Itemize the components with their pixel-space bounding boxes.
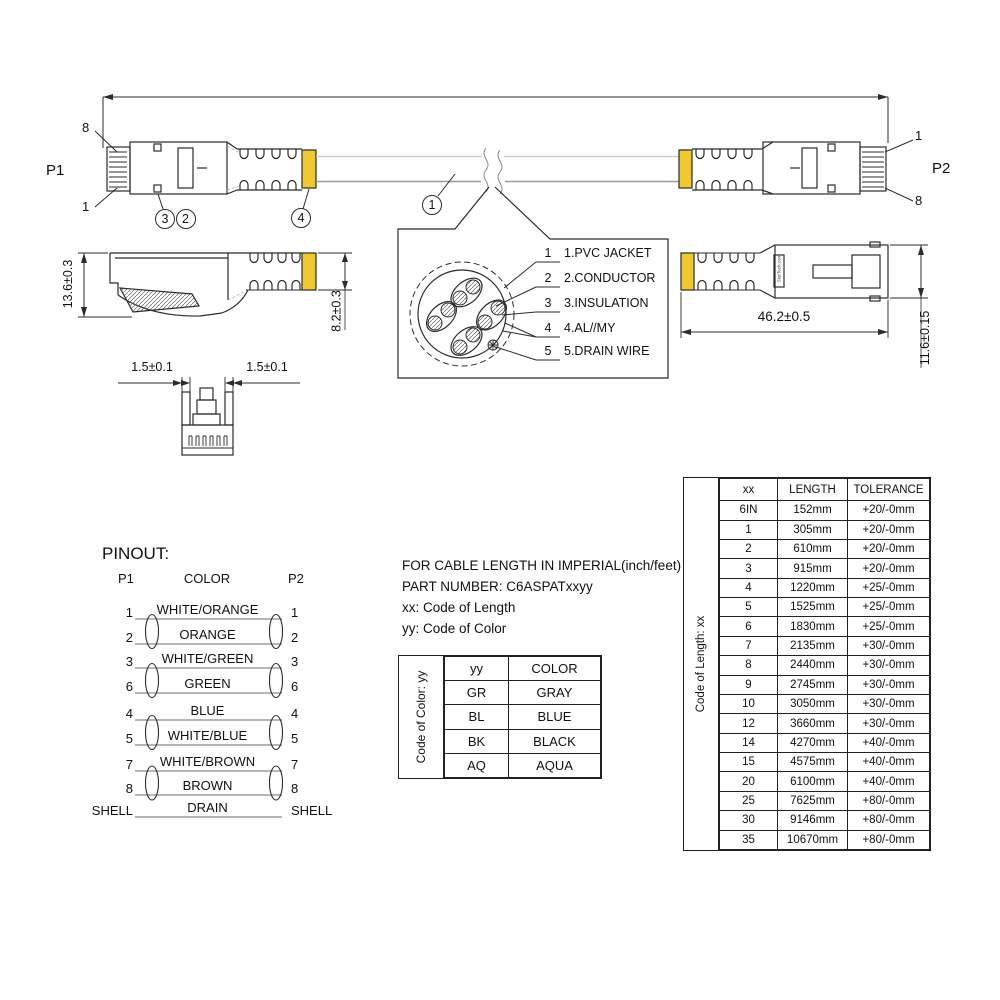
dim-plug-height: 13.6±0.3 [61, 259, 75, 309]
table-cell: 2135mm [778, 636, 848, 655]
table-cell: +20/-0mm [848, 520, 930, 539]
table-cell: +40/-0mm [848, 753, 930, 772]
table-row [720, 753, 930, 772]
col-header: xx [720, 479, 778, 501]
length-table-grid [719, 478, 930, 850]
table-cell: 1525mm [778, 598, 848, 617]
pinout-p1-pin: 1 [125, 605, 133, 620]
pinout-p2-pin: 1 [291, 605, 299, 620]
table-row [720, 501, 930, 520]
table-row [720, 598, 930, 617]
brand-label: StarTech.com [776, 254, 782, 283]
legend-num-2: 2 [544, 271, 552, 285]
table-cell: 14 [720, 733, 778, 752]
table-row [445, 753, 601, 777]
pinout-p2-shell: SHELL [291, 803, 333, 818]
table-cell: 9146mm [778, 811, 848, 830]
p1-pin8-label: 8 [82, 120, 90, 135]
pinout-p1-shell: SHELL [91, 803, 133, 818]
table-cell: BLUE [509, 705, 601, 729]
table-cell: 1830mm [778, 617, 848, 636]
color-table-rotated-label-cell [399, 656, 444, 778]
p2-pin8-label: 8 [915, 193, 923, 208]
cable-assembly-drawing [95, 94, 913, 209]
col-header: COLOR [509, 657, 601, 681]
col-header: yy [445, 657, 509, 681]
table-cell: BK [445, 729, 509, 753]
front-view-drawing [118, 377, 300, 455]
dim-plug-length: 46.2±0.5 [757, 309, 811, 324]
table-row [720, 733, 930, 752]
connector-p2-label: P2 [932, 160, 951, 177]
note-code-length: xx: Code of Length [402, 600, 516, 615]
pinout-p2-pin: 4 [291, 706, 299, 721]
table-cell: 35 [720, 830, 778, 849]
pinout-p1-pin: 4 [125, 706, 133, 721]
pinout-p1-pin: 3 [125, 654, 133, 669]
pinout-p1-pin: 6 [125, 679, 133, 694]
length-table-rotated-label: Code of Length: xx [695, 615, 707, 713]
note-part-number: PART NUMBER: C6ASPATxxyy [402, 579, 593, 594]
p1-pin1-label: 1 [82, 199, 90, 214]
table-row [445, 705, 601, 729]
pinout-p1-pin: 5 [125, 731, 133, 746]
table-cell: 7 [720, 636, 778, 655]
table-row [445, 729, 601, 753]
pinout-p1-pin: 8 [125, 781, 133, 796]
side-view-left-drawing [78, 253, 352, 330]
pinout-p2-pin: 2 [291, 630, 299, 645]
p2-pin1-label: 1 [915, 128, 923, 143]
table-cell: +25/-0mm [848, 617, 930, 636]
callout-3: 3 [155, 209, 175, 229]
pinout-wire-color: GREEN [184, 676, 231, 691]
table-cell: 610mm [778, 539, 848, 558]
table-cell: +25/-0mm [848, 578, 930, 597]
table-cell: +20/-0mm [848, 539, 930, 558]
table-cell: BLACK [509, 729, 601, 753]
pinout-wire-color: WHITE/GREEN [161, 651, 254, 666]
table-cell: 10670mm [778, 830, 848, 849]
callout-4: 4 [291, 208, 311, 228]
table-cell: 2440mm [778, 656, 848, 675]
table-row [720, 791, 930, 810]
pinout-wire-color: BROWN [182, 778, 233, 793]
pinout-col-p2: P2 [288, 571, 304, 586]
legend-label-1: 1.PVC JACKET [564, 246, 652, 260]
table-row [720, 675, 930, 694]
table-row [720, 694, 930, 713]
pinout-p2-pin: 5 [291, 731, 299, 746]
table-cell: 4 [720, 578, 778, 597]
table-row [720, 578, 930, 597]
side-view-right-drawing [681, 242, 928, 368]
pinout-wire-color: WHITE/BROWN [159, 754, 256, 769]
table-cell: +80/-0mm [848, 830, 930, 849]
table-cell: 5 [720, 598, 778, 617]
pinout-col-color: COLOR [183, 571, 231, 586]
table-row [720, 520, 930, 539]
table-cell: 25 [720, 791, 778, 810]
table-cell: 1 [720, 520, 778, 539]
legend-num-1: 1 [544, 246, 552, 260]
pinout-wire-color: DRAIN [187, 800, 228, 815]
table-cell: +25/-0mm [848, 598, 930, 617]
table-cell: GRAY [509, 681, 601, 705]
length-table-rotated-label-cell [684, 478, 719, 850]
table-cell: 152mm [778, 501, 848, 520]
dim-boot-height: 8.2±0.3 [329, 290, 344, 332]
legend-num-4: 4 [544, 321, 552, 335]
table-cell: 4270mm [778, 733, 848, 752]
legend-label-3: 3.INSULATION [564, 296, 649, 310]
table-cell: 305mm [778, 520, 848, 539]
table-cell: +20/-0mm [848, 501, 930, 520]
table-cell: 10 [720, 694, 778, 713]
pinout-col-p1: P1 [118, 571, 134, 586]
dim-plug-width: 11.6±0.15 [918, 310, 932, 366]
table-cell: 7625mm [778, 791, 848, 810]
legend-label-4: 4.AL//MY [564, 321, 616, 335]
table-row [720, 772, 930, 791]
table-cell: 20 [720, 772, 778, 791]
table-cell: 3660mm [778, 714, 848, 733]
table-cell: +30/-0mm [848, 714, 930, 733]
table-cell: +40/-0mm [848, 733, 930, 752]
table-cell: BL [445, 705, 509, 729]
pinout-p2-pin: 8 [291, 781, 299, 796]
col-header: TOLERANCE [848, 479, 930, 501]
table-cell: 9 [720, 675, 778, 694]
table-cell: 15 [720, 753, 778, 772]
table-cell: +30/-0mm [848, 636, 930, 655]
table-cell: +40/-0mm [848, 772, 930, 791]
color-table-grid [444, 656, 601, 778]
dim-tab-right: 1.5±0.1 [246, 360, 288, 374]
dim-tab-left: 1.5±0.1 [131, 360, 173, 374]
callout-2: 2 [176, 209, 196, 229]
table-row [720, 811, 930, 830]
table-row [720, 636, 930, 655]
table-header-row [445, 657, 601, 681]
table-header-row [720, 479, 930, 501]
note-imperial: FOR CABLE LENGTH IN IMPERIAL(inch/feet) [402, 558, 682, 573]
note-code-color: yy: Code of Color [402, 621, 507, 636]
table-cell: 3050mm [778, 694, 848, 713]
pinout-wire-color: ORANGE [179, 627, 236, 642]
pinout-wire-color: WHITE/ORANGE [156, 602, 259, 617]
table-row [720, 830, 930, 849]
table-cell: 2 [720, 539, 778, 558]
color-table-rotated-label: Code of Color: yy [414, 670, 428, 764]
table-cell: 1220mm [778, 578, 848, 597]
col-header: LENGTH [778, 479, 848, 501]
pinout-p1-pin: 2 [125, 630, 133, 645]
table-cell: +30/-0mm [848, 694, 930, 713]
table-row [720, 539, 930, 558]
length-code-table [683, 477, 931, 851]
table-cell: +30/-0mm [848, 675, 930, 694]
table-cell: 6IN [720, 501, 778, 520]
table-cell: 6 [720, 617, 778, 636]
table-cell: +80/-0mm [848, 811, 930, 830]
table-row [720, 559, 930, 578]
table-cell: GR [445, 681, 509, 705]
table-cell: AQUA [509, 753, 601, 777]
pinout-p1-pin: 7 [125, 757, 133, 772]
pinout-wire-color: BLUE [190, 703, 225, 718]
table-cell: 2745mm [778, 675, 848, 694]
table-cell: 12 [720, 714, 778, 733]
pinout-p2-pin: 6 [291, 679, 299, 694]
callout-1: 1 [422, 195, 442, 215]
table-cell: AQ [445, 753, 509, 777]
legend-label-5: 5.DRAIN WIRE [564, 344, 650, 358]
table-cell: 30 [720, 811, 778, 830]
pinout-wire-color: WHITE/BLUE [167, 728, 248, 743]
legend-label-2: 2.CONDUCTOR [564, 271, 656, 285]
legend-num-3: 3 [544, 296, 552, 310]
table-cell: +20/-0mm [848, 559, 930, 578]
pinout-p2-pin: 3 [291, 654, 299, 669]
table-row [720, 714, 930, 733]
connector-p1-label: P1 [46, 162, 65, 179]
table-cell: 915mm [778, 559, 848, 578]
table-cell: +30/-0mm [848, 656, 930, 675]
pinout-title: PINOUT: [102, 544, 170, 563]
color-code-table [398, 655, 602, 779]
table-cell: 6100mm [778, 772, 848, 791]
table-cell: 3 [720, 559, 778, 578]
table-cell: +80/-0mm [848, 791, 930, 810]
table-row [445, 681, 601, 705]
pinout-p2-pin: 7 [291, 757, 299, 772]
legend-num-5: 5 [544, 344, 552, 358]
table-cell: 8 [720, 656, 778, 675]
table-row [720, 656, 930, 675]
table-row [720, 617, 930, 636]
table-cell: 4575mm [778, 753, 848, 772]
